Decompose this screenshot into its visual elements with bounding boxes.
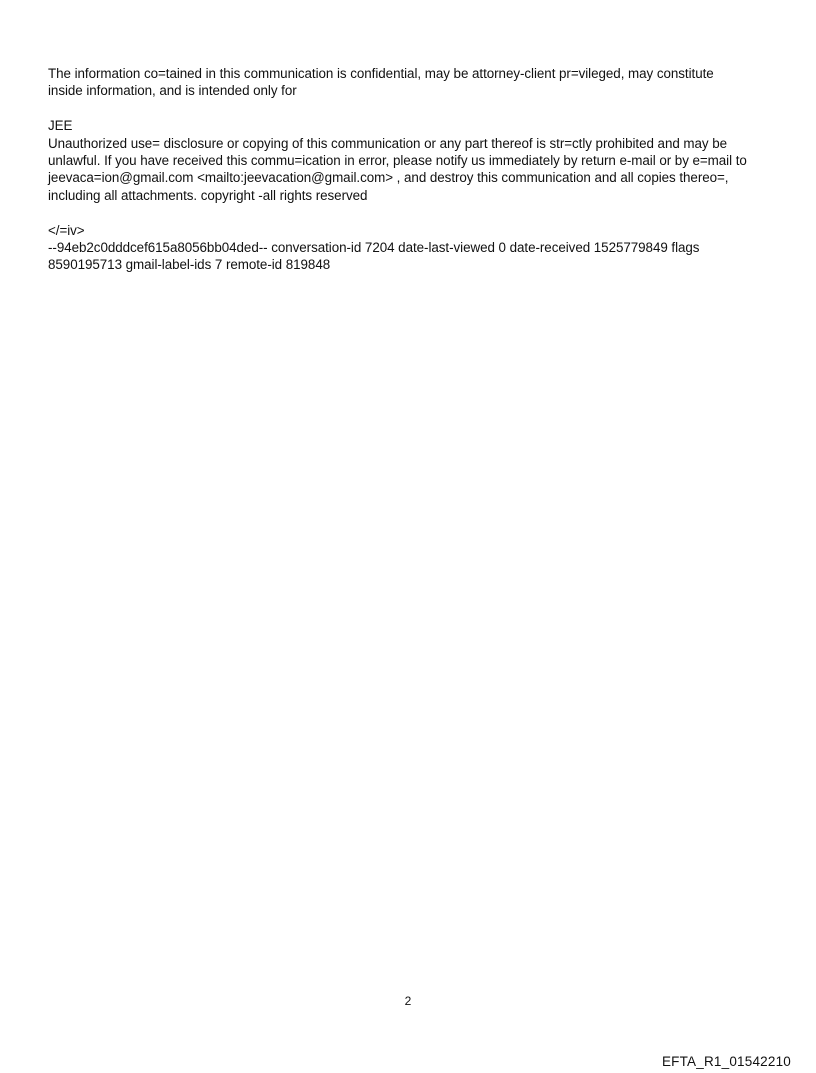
- document-id: EFTA_R1_01542210: [661, 1054, 791, 1069]
- paragraph-spacer: [48, 100, 778, 117]
- document-body: [48, 65, 778, 274]
- confidentiality-paragraph: The information co=tained in this communication is confidential, may be attorney-client pr=vileged, may constitute inside information, and is intended only for: [48, 66, 714, 99]
- unauthorized-use-paragraph: JEE Unauthorized use= disclosure or copying of this communication or any part thereof is str=ctly prohibited and may be unlawful. If you have received this commu=ication in error, please notify us immediately by return e-mail or by e=mail to jeevaca=ion@gmail.com <mailto:jeevacation@gmail.com> , and destroy this communication and all copies thereo=, including all attachments. copyright -all rights reserved: [48, 118, 747, 203]
- page-number: 2: [404, 994, 412, 1008]
- message-metadata-paragraph: </=iv> --94eb2c0dddcef615a8056bb04ded-- conversation-id 7204 date-last-viewed 0 date-received 1525779849 flags 8590195713 gmail-label-ids 7 remote-id 819848: [48, 222, 700, 273]
- paragraph-spacer: [48, 204, 778, 221]
